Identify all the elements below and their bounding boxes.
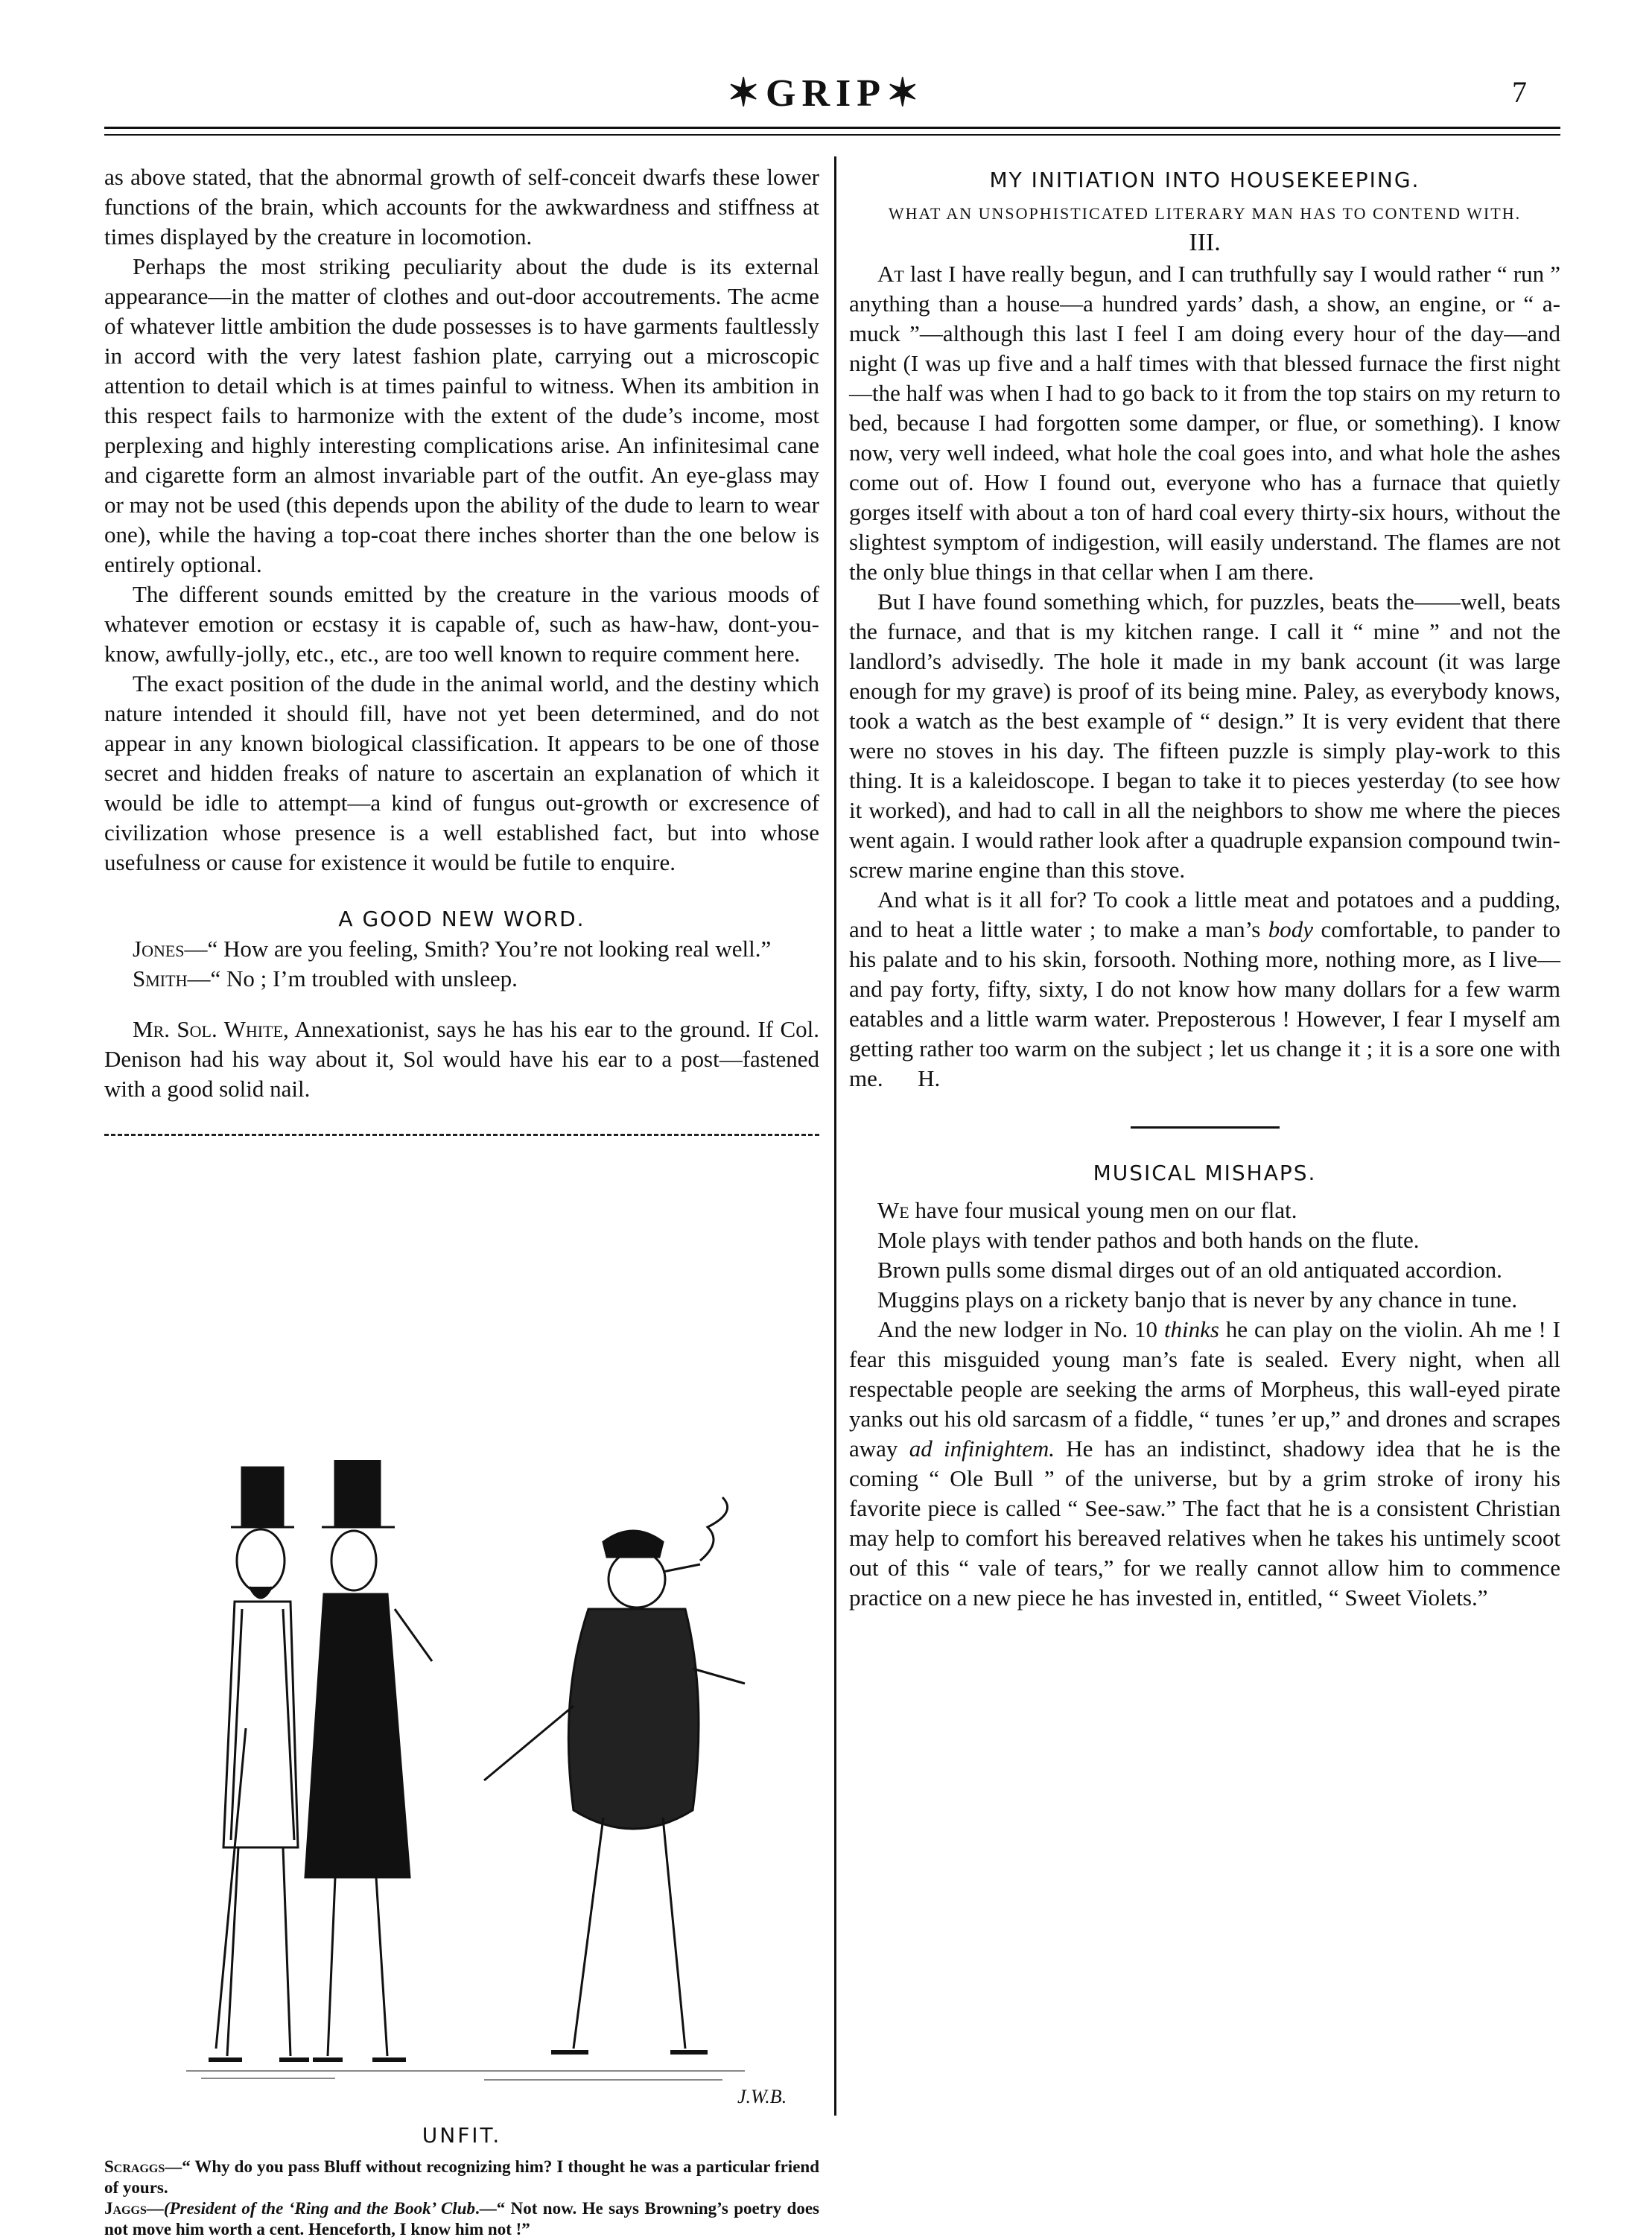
sol-white-paragraph — [104, 1015, 819, 1104]
cartoon-illustration — [112, 1460, 819, 2123]
section-divider — [104, 1134, 819, 1136]
housekeeping-lead: At — [877, 261, 904, 287]
section-divider-right — [1131, 1126, 1280, 1129]
smith-speech: —“ No ; I’m troubled with unsleep. — [187, 965, 518, 991]
dude-paragraph-2: Perhaps the most striking peculiarity about the dude is its external appearance—in the matter of clothes and out-door accoutrements. The acme of whatever little ambition the dude possesses is to have garments faultlessly in accord with the very latest fashion plate, carrying out a microscopic attention to detail which is at times painful to witness. When its ambition in this respect fails to harmonize with the extent of the dude’s income, most perplexing and highly interesting complications arise. An infinitesimal cane and cigarette form an almost invariable part of the outfit. An eye-glass may or may not be used (this depends upon the ability of the dude to learn to wear one), while the having a top-coat there inches shorter than the one below is entirely optional. — [104, 253, 819, 577]
figure-scraggs — [209, 1468, 309, 2060]
musical-mishaps-title: MUSICAL MISHAPS. — [1093, 1161, 1317, 1185]
scraggs-caption — [104, 2157, 819, 2198]
housekeeping-paragraph-2: But I have found something which, for puzzles, beats the——well, beats the furnace, and that is my kitchen range. I call it “ mine ” and not the landlord’s advisedly. The hole it made in my bank account (it was large enough for my grave) is proof of its being mine. Paley, as everybody knows, took a watch as the best example of “ design.” It is very evident that there were no stoves in his day. The fifteen puzzle is simply play-work to this thing. It is a kaleidoscope. I began to take it to pieces yesterday (to see how it worked), and had to call in all the neighbors to show me where the pieces went again. I would rather look after a quadruple expansion compound twin-screw marine engine than this stove. — [849, 588, 1560, 883]
mishaps-p5-c: He has an indistinct, shadowy idea that he is the coming “ Ole Bull ” of the universe, but by a grim stroke of irony his favorite piece is called “ See-saw.” The fact that he is a consistent Christian may help to comfort his bereaved relatives when he takes his untimely scoot out of this “ vale of tears,” for we really cannot allow him to commence practice on a new piece he has invested in, entitled, “ Sweet Violets.” — [849, 1435, 1560, 1611]
cartoon-title: UNFIT. — [422, 2123, 502, 2148]
housekeeping-title: MY INITIATION INTO HOUSEKEEPING. — [989, 168, 1420, 192]
housekeeping-p3-a: And what is it all for? To cook a little meat and potatoes and a pudding, and to heat a little water ; to make a man’s — [849, 886, 1560, 942]
housekeeping-p3-em: body — [1268, 916, 1314, 942]
housekeeping-p3-b: comfortable, to pander to his palate and to his skin, forsooth. Nothing more, nothing more, as I live—and pay forty, fifty, sixty, I do not know how many dollars for a few warm eatables and a little warm water. Preposterous ! However, I fear I myself am getting rather too warm on the subject ; let us change it ; it is a sore one with me. — [849, 916, 1560, 1091]
scraggs-speech: —“ Why do you pass Bluff without recognizing him? I thought he was a particular friend of yours. — [104, 2157, 819, 2197]
housekeeping-p1-text: last I have really begun, and I can truthfully say I would rather “ run ” anything than a house—a hundred yards’ dash, a show, an engine, or “ a-muck ”—although this last I feel I am doing every hour of the day—and night (I was up five and a half times with that blessed furnace the first night—the half was when I had to go back to it from the top stairs on my return to bed, because I had forgotten some damper, or flue, or something). I know now, very well indeed, what hole the coal goes into, and what hole the ashes come out of. How I found out, everyone who has a furnace that quietly gorges itself with about a ton of hard coal every thirty-six hours, without the slightest symptom of indigestion, will easily understand. The flames are not the only blue things in that cellar when I am there. — [849, 261, 1560, 585]
column-divider — [834, 156, 836, 2116]
mishaps-paragraph-2: Mole plays with tender pathos and both hands on the flute. — [877, 1227, 1420, 1253]
dude-paragraph-3: The different sounds emitted by the creature in the various moods of whatever emotion or ecstasy it is capable of, such as haw-haw, dont-you-know, awfully-jolly, etc., etc., are too well known to require comment here. — [104, 581, 819, 667]
good-new-word-title: A GOOD NEW WORD. — [338, 907, 585, 931]
page-number: 7 — [1512, 75, 1527, 109]
jones-speech: —“ How are you feeling, Smith? You’re not looking real well.” — [184, 936, 772, 962]
housekeeping-part: III. — [1189, 229, 1221, 256]
figure-bluff — [484, 1497, 745, 2052]
jaggs-role: —(President of the ‘Ring and the Book’ Club — [146, 2199, 475, 2218]
jones-name: Jones — [133, 936, 185, 962]
jaggs-name: Jaggs — [104, 2199, 147, 2218]
left-column — [104, 162, 819, 1158]
mishaps-p5-em2: ad infinightem. — [909, 1435, 1055, 1462]
scraggs-name: Scraggs — [104, 2157, 165, 2176]
mishaps-p5-em1: thinks — [1163, 1316, 1219, 1342]
mishaps-lead: We — [877, 1197, 909, 1223]
housekeeping-paragraph-1 — [849, 259, 1560, 587]
smith-name: Smith — [133, 965, 188, 991]
dude-paragraph-1: as above stated, that the abnormal growth of self-conceit dwarfs these lower functions of the brain, which accounts for the awkwardness and stiffness at times displayed by the creature in locomotion. — [104, 164, 819, 250]
cartoon-signature: J.W.B. — [737, 2086, 787, 2107]
mishaps-paragraph-4: Muggins plays on a rickety banjo that is never by any chance in tune. — [877, 1286, 1518, 1313]
housekeeping-signature: H. — [918, 1065, 941, 1091]
mishaps-paragraph-5 — [849, 1315, 1560, 1613]
mishaps-p5-b: he can play on the violin. Ah me ! I fear this misguided young man’s fate is sealed. Every night, when all respectable people are seeking the arms of Morpheus, this wall-eyed pirate yanks out his old sarcasm of a fiddle, “ tunes ’er up,” and drones and scrapes away — [849, 1316, 1560, 1462]
masthead: ✶GRIP✶ — [727, 72, 925, 115]
sol-white-text: , Annexationist, says he has his ear to the ground. If Col. Denison had his way about it, Sol would have his ear to a post—fastened with a good solid nail. — [104, 1016, 819, 1102]
housekeeping-paragraph-3 — [849, 885, 1560, 1094]
jaggs-caption — [104, 2198, 819, 2240]
right-column — [849, 165, 1560, 1613]
dude-paragraph-4: The exact position of the dude in the animal world, and the destiny which nature intended it should fill, have not yet been determined, and do not appear in any known biological classification. It appears to be one of those secret and hidden freaks of nature to ascertain an explanation of which it would be idle to attempt—a kind of fungus out-growth or excresence of civilization whose presence is a well established fact, but into whose usefulness or cause for existence it would be futile to enquire. — [104, 670, 819, 875]
smith-line — [104, 964, 819, 994]
jones-line — [104, 934, 819, 964]
cartoon-caption — [104, 2157, 819, 2240]
mishaps-p5-a: And the new lodger in No. 10 — [877, 1316, 1164, 1342]
sol-white-name: Mr. Sol. White — [133, 1016, 283, 1042]
header-rule-top — [104, 127, 1560, 129]
mishaps-paragraph-3: Brown pulls some dismal dirges out of an old antiquated accordion. — [877, 1257, 1502, 1283]
mishaps-paragraph-1 — [849, 1196, 1560, 1225]
mishaps-p1-text: have four musical young men on our flat. — [909, 1197, 1297, 1223]
header-rule-bottom — [104, 134, 1560, 136]
jaggs-speech: .—“ Not now. He says Browning’s poetry does not move him worth a cent. Henceforth, I know him not !” — [104, 2199, 819, 2239]
housekeeping-subtitle: WHAT AN UNSOPHISTICATED LITERARY MAN HAS TO CONTEND WITH. — [888, 204, 1522, 223]
figure-jaggs — [305, 1460, 432, 2060]
